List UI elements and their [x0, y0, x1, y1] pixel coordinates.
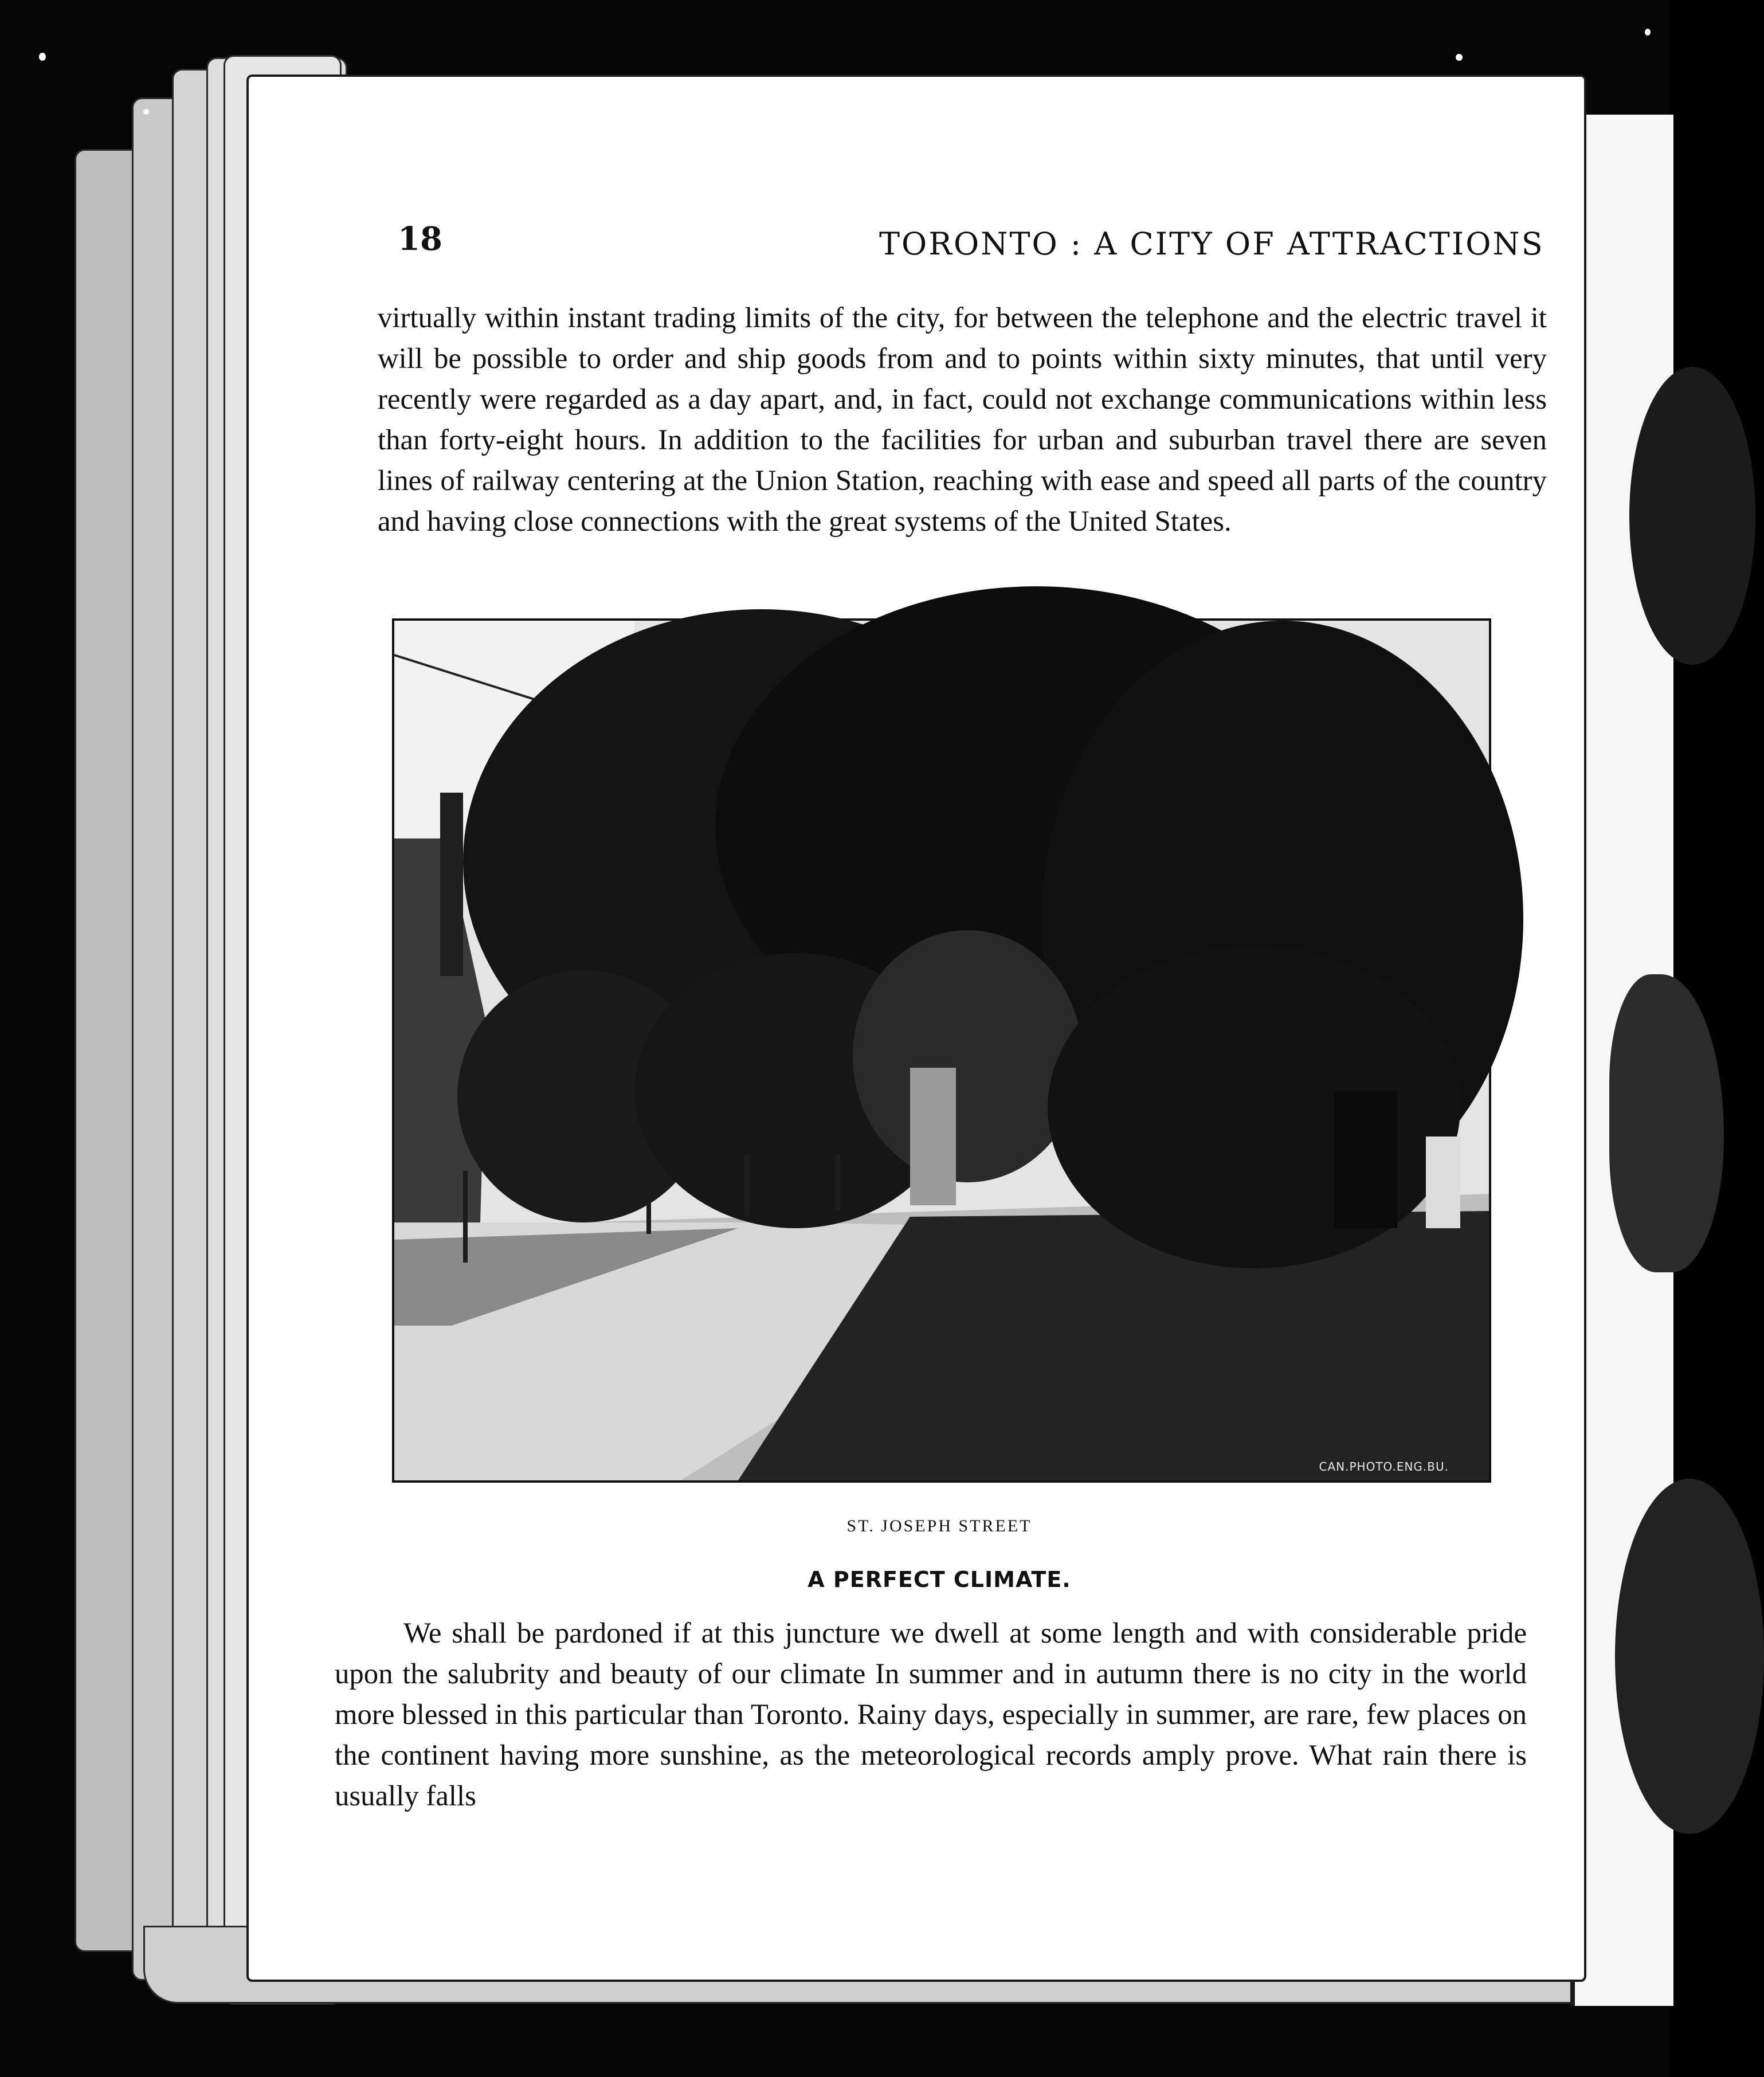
tree-lined-street-illustration — [394, 621, 1489, 1480]
body-paragraph: virtually within instant trading limits of the city, for between the telephone and the electric travel it will be possible to order and ship goods from and to points within sixty minutes, that until very recently were regarded as a day apart, and, in fact, could not exchange communications within less than forty-eight hours. In addition to the facilities for urban and suburban travel there are seven lines of railway centering at the Union Station, reaching with ease and speed all parts of the country and having close connections with the great systems of the United States. — [378, 301, 1547, 537]
facing-page-photo-fragment — [1609, 974, 1724, 1272]
photo-engraver-credit: CAN.PHOTO.ENG.BU. — [1319, 1460, 1449, 1474]
running-head — [398, 220, 1544, 266]
book-page — [246, 75, 1586, 1982]
photo-caption: ST. JOSEPH STREET — [846, 1516, 1032, 1535]
facing-page-photo-fragment — [1615, 1479, 1764, 1834]
scan-speck — [143, 109, 149, 115]
body-paragraph: We shall be pardoned if at this juncture we dwell at some length and with considerable pride upon the salubrity and beauty of our climate In summer and in autumn there is no city in the world more blessed in this particular than Toronto. Rainy days, especially in summer, are rare, few places on the continent having more sunshine, as the meteorological records amply prove. What rain there is usually falls — [335, 1617, 1527, 1812]
facing-page-photo-fragment — [1629, 367, 1755, 665]
scan-speck — [1456, 54, 1463, 61]
scan-speck — [39, 53, 46, 61]
scan-speck — [1645, 29, 1651, 36]
page-number: 18 — [398, 220, 442, 258]
street-photograph — [392, 618, 1491, 1483]
section-heading: A PERFECT CLIMATE. — [807, 1567, 1071, 1592]
running-title: TORONTO : A CITY OF ATTRACTIONS — [879, 226, 1545, 262]
